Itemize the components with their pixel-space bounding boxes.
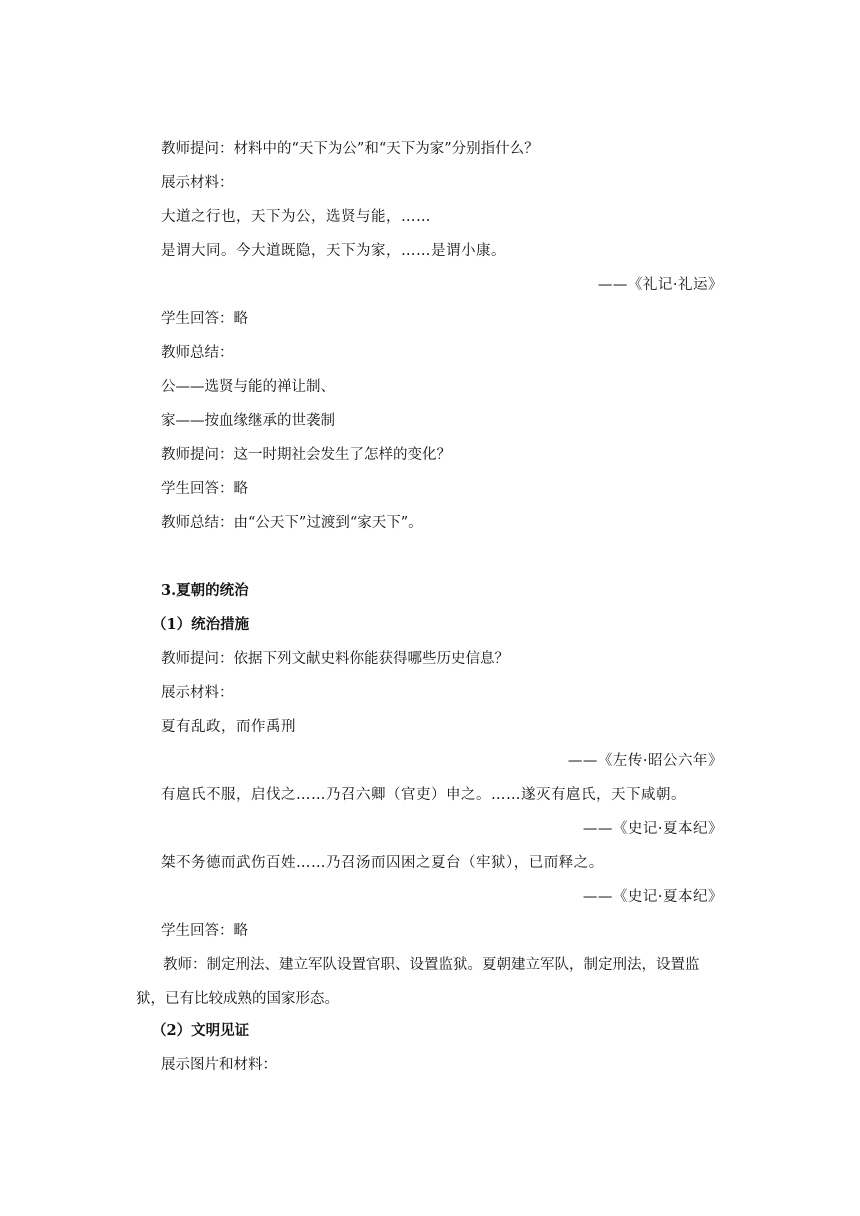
teacher-summary-1: 教师总结： [161,345,234,361]
teacher-summary-2: 教师总结：由“公天下”过渡到“家天下”。 [161,515,423,531]
source-liji: ——《礼记·礼运》 [597,277,723,293]
teacher-question-2: 教师提问：这一时期社会发生了怎样的变化？ [161,447,451,463]
source-shiji-1: ——《史记·夏本纪》 [582,821,723,837]
teacher-statement: 教师：制定刑法、建立军队设置官职、设置监狱。夏朝建立军队，制定刑法，设置监狱，已有比较成熟的国家形态。 [136,957,700,1007]
section-heading-3: 3.夏朝的统治 [161,582,249,599]
student-answer-3: 学生回答：略 [161,923,248,939]
source-shiji-2: ——《史记·夏本纪》 [582,889,723,905]
quote-shiji-2: 桀不务德而武伤百姓……乃召汤而囚困之夏台（牢狱），已而释之。 [161,855,604,871]
show-material-1: 展示材料： [161,175,234,191]
show-material-3: 展示图片和材料： [161,1057,277,1073]
teacher-question-3: 教师提问：依据下列文献史料你能获得哪些历史信息？ [161,651,509,667]
source-zuozhuan: ——《左传·昭公六年》 [567,753,723,769]
quote-liji-line-2: 是谓大同。今大道既隐，天下为家，……是谓小康。 [161,243,506,259]
subsection-heading-2: （2）文明见证 [152,1022,250,1039]
subsection-heading-1: （1）统治措施 [152,616,250,633]
student-answer-2: 学生回答：略 [161,481,248,497]
teacher-question-1: 教师提问：材料中的“天下为公”和“天下为家”分别指什么？ [161,141,539,157]
quote-shiji-1: 有扈氏不服，启伐之……乃召六卿（官吏）申之。……遂灭有扈氏，天下咸朝。 [161,787,686,803]
quote-liji-line-1: 大道之行也，天下为公，选贤与能，…… [161,209,431,225]
summary-jia: 家——按血缘继承的世袭制 [161,413,335,429]
summary-gong: 公——选贤与能的禅让制、 [161,379,335,395]
student-answer-1: 学生回答：略 [161,311,248,327]
show-material-2: 展示材料： [161,685,234,701]
quote-zuozhuan: 夏有乱政，而作禹刑 [161,719,296,735]
